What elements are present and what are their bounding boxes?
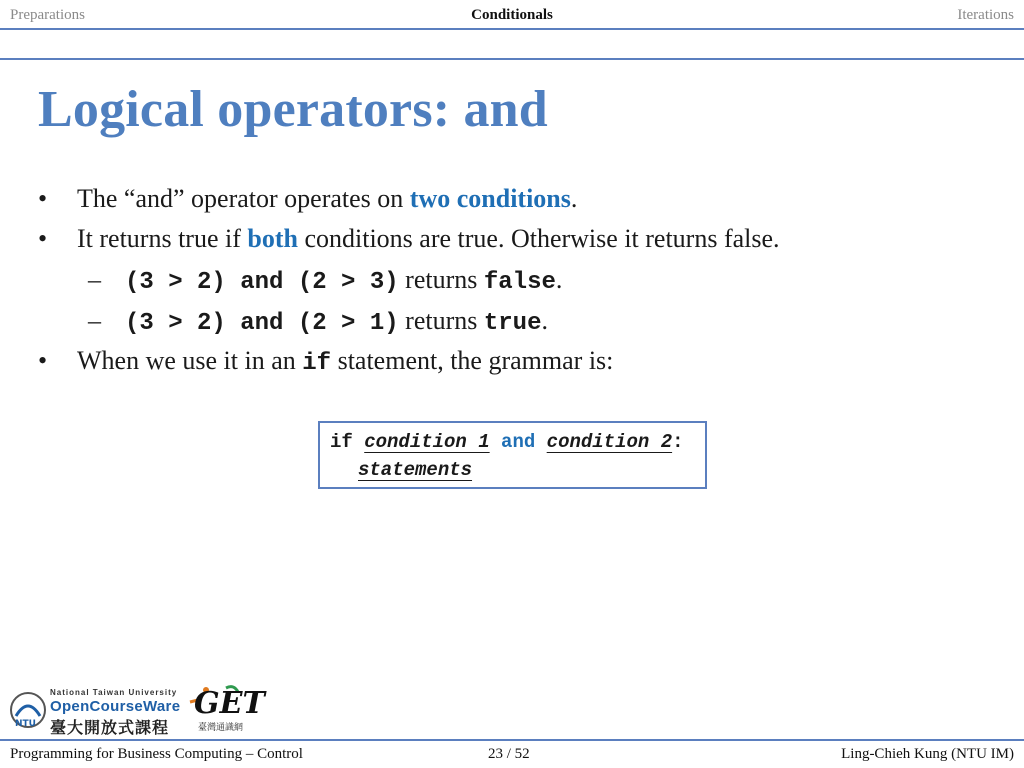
code-placeholder-statements: statements [358,459,473,481]
code-placeholder-condition-1: condition 1 [364,431,490,453]
ntu-emblem-icon [8,690,48,730]
footer-divider [0,739,1024,741]
code-result: false [483,269,556,296]
bullet-text-before: It returns true if [77,224,248,253]
code-result: true [483,310,542,337]
code-keyword-if: if [302,350,332,377]
code-line-condition [330,431,684,453]
bullet-text [77,184,577,214]
nav-section-preparations[interactable]: Preparations [10,7,85,23]
nav-section-iterations[interactable]: Iterations [957,7,1014,23]
code-line-statements [358,459,472,481]
sub-bullet-mid: returns [398,265,484,294]
sub-bullet-text [125,306,548,337]
code-colon: : [672,431,684,453]
nav-section-conditionals[interactable]: Conditionals [471,7,553,23]
ntu-opencourseware-logo [8,686,183,737]
code-expression: (3 > 2) and (2 > 1) [125,310,399,337]
dash-icon: – [88,265,101,294]
ocw-university-label: National Taiwan University [50,688,178,697]
bullet-text-before: When we use it in an [77,346,303,375]
bullet-text [77,224,780,254]
sub-bullet-mid: returns [398,306,484,335]
header-divider-top [0,28,1024,30]
footer-course-title: Programming for Business Computing – Control [10,746,303,762]
sub-bullet-text [125,265,562,296]
sub-bullet-after: . [555,265,563,294]
header-divider-bottom [0,58,1024,60]
bullet-dot-icon: • [38,346,48,375]
slide-title: Logical operators: and [38,81,548,138]
dash-icon: – [88,306,101,335]
bullet-text-after: conditions are true. Otherwise it returns false. [297,224,780,253]
grammar-code-box [318,421,707,489]
code-kw-and: and [501,431,536,453]
sub-bullet-after: . [541,306,548,335]
code-expression: (3 > 2) and (2 > 3) [125,269,399,296]
svg-text:NTU: NTU [15,719,36,729]
bullet-dot-icon: • [38,224,48,253]
top-navigation [0,0,1024,30]
bullet-text-after: . [570,184,578,213]
get-logo [186,684,265,734]
ocw-chinese-label: 臺大開放式課程 [50,718,170,737]
bullet-text-after: statement, the grammar is: [331,346,614,375]
bullet-text [77,346,613,377]
footer-author: Ling-Chieh Kung (NTU IM) [841,746,1014,762]
bullet-dot-icon: • [38,184,48,213]
bullet-highlight: both [247,224,298,253]
code-placeholder-condition-2: condition 2 [546,431,673,453]
footer-page-number: 23 / 52 [488,746,530,762]
bullet-text-before: The “and” operator operates on [77,184,410,213]
get-logo-text: GET [194,686,265,721]
ocw-name-label: OpenCourseWare [50,698,181,715]
code-kw-if: if [330,431,353,453]
get-logo-chinese: 臺灣通識網 [198,723,244,733]
bullet-highlight: two conditions [409,184,571,213]
